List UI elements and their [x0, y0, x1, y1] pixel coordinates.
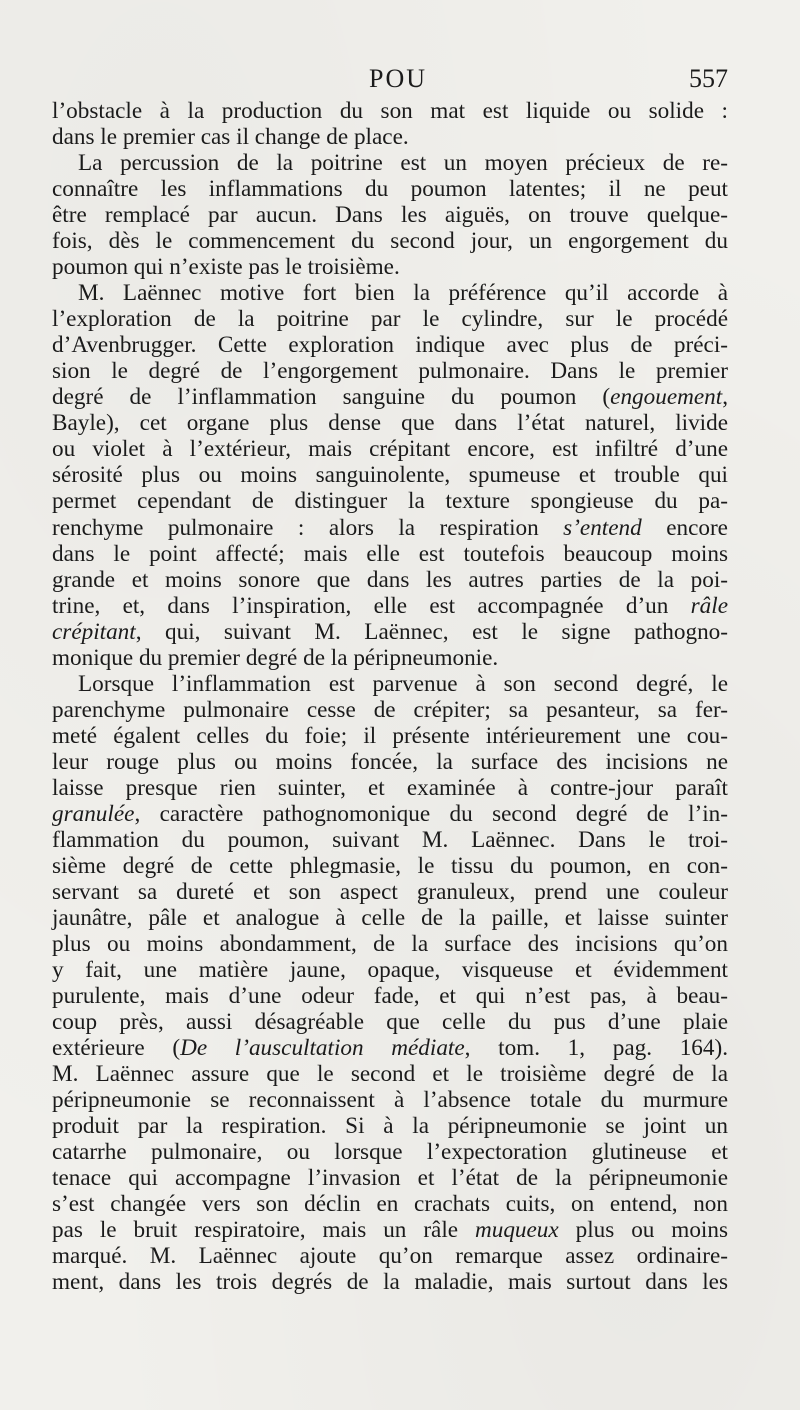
- text-line: [52, 567, 728, 593]
- text-segment: encore: [641, 514, 728, 541]
- text-line: [52, 202, 728, 228]
- text-segment: sion le degré de l’engorgement pulmonaire. Dans le premier: [52, 358, 728, 385]
- text-segment: dans le point affecté; mais elle est toutefois beaucoup moins: [52, 540, 728, 567]
- text-line: [52, 384, 728, 410]
- text-line: [52, 306, 728, 332]
- text-segment: d’Avenbrugger. Cette exploration indique avec plus de préci-: [52, 332, 728, 359]
- text-line: [52, 1217, 728, 1243]
- text-segment: catarrhe pulmonaire, ou lorsque l’expectoration glutineuse et: [52, 1139, 728, 1166]
- page-number: 557: [689, 64, 728, 93]
- text-segment: ou violet à l’extérieur, mais crépitant encore, est infiltré d’une: [52, 436, 728, 463]
- text-line: [52, 1009, 728, 1035]
- text-line: [52, 124, 728, 150]
- text-line: [52, 358, 728, 384]
- text-segment: renchyme pulmonaire : alors la respiration: [52, 514, 564, 541]
- italic-text: muqueux: [474, 1217, 559, 1244]
- text-line: [52, 1191, 728, 1217]
- text-line: [52, 801, 728, 827]
- text-segment: jaunâtre, pâle et analogue à celle de la paille, et laisse suinter: [52, 904, 728, 931]
- text-segment: trine, et, dans l’inspiration, elle est accompagnée d’un: [52, 592, 691, 619]
- text-segment: servant sa dureté et son aspect granuleux, prend une couleur: [52, 878, 728, 905]
- text-line: [52, 697, 728, 723]
- text-line: [52, 280, 728, 306]
- text-segment: M. Laënnec assure que le second et le troisième degré de la: [52, 1061, 728, 1088]
- text-line: [52, 593, 728, 619]
- text-line: [52, 228, 728, 254]
- text-segment: parenchyme pulmonaire cesse de crépiter; sa pesanteur, sa fer-: [52, 696, 728, 723]
- text-segment: ment, dans les trois degrés de la maladie, mais surtout dans les: [52, 1269, 728, 1296]
- text-segment: l’exploration de la poitrine par le cylindre, sur le procédé: [52, 306, 728, 333]
- text-line: [52, 1035, 728, 1061]
- text-line: [52, 775, 728, 801]
- text-segment: l’obstacle à la production du son mat est liquide ou solide :: [52, 98, 728, 124]
- text-line: [52, 1139, 728, 1165]
- body-text: [52, 98, 728, 1295]
- italic-text: De l’auscultation médiate: [180, 1035, 465, 1062]
- text-line: [52, 176, 728, 202]
- text-segment: monique du premier degré de la péripneumonie.: [52, 644, 499, 671]
- text-segment: sérosité plus ou moins sanguinolente, spumeuse et trouble qui: [52, 462, 728, 489]
- text-segment: marqué. M. Laënnec ajoute qu’on remarque assez ordinaire-: [52, 1243, 728, 1270]
- text-line: [52, 1269, 728, 1295]
- text-line: [52, 98, 728, 124]
- text-segment: purulente, mais d’une odeur fade, et qui n’est pas, à beau-: [52, 983, 728, 1010]
- text-segment: permet cependant de distinguer la texture spongieuse du pa-: [52, 488, 728, 515]
- text-line: [52, 853, 728, 879]
- italic-text: engouement: [610, 384, 723, 411]
- text-segment: , caractère pathognomonique du second degré de l’in-: [134, 800, 728, 827]
- text-line: [52, 645, 728, 671]
- text-line: [52, 1061, 728, 1087]
- text-segment: Bayle), cet organe plus dense que dans l’état naturel, livide: [52, 410, 728, 437]
- text-line: [52, 150, 728, 176]
- text-segment: grande et moins sonore que dans les autres parties de la poi-: [52, 566, 728, 593]
- text-segment: La percussion de la poitrine est un moyen précieux de re-: [78, 150, 728, 177]
- text-segment: y fait, une matière jaune, opaque, visqueuse et évidemment: [52, 957, 728, 984]
- text-segment: fois, dès le commencement du second jour, un engorgement du: [52, 228, 728, 255]
- text-line: [52, 1165, 728, 1191]
- text-line: [52, 983, 728, 1009]
- text-segment: ,: [722, 384, 728, 411]
- text-line: [52, 515, 728, 541]
- text-segment: sième degré de cette phlegmasie, le tissu du poumon, en con-: [52, 852, 728, 879]
- text-segment: extérieure (: [52, 1035, 181, 1062]
- italic-text: s’entend: [563, 514, 642, 541]
- text-segment: produit par la respiration. Si à la péripneumonie se joint un: [52, 1113, 728, 1140]
- text-line: [52, 254, 728, 280]
- text-segment: leur rouge plus ou moins foncée, la surface des incisions ne: [52, 748, 728, 775]
- text-segment: flammation du poumon, suivant M. Laënnec. Dans le troi-: [52, 826, 728, 853]
- text-line: [52, 1243, 728, 1269]
- text-segment: plus ou moins abondamment, de la surface des incisions qu’on: [52, 931, 728, 957]
- text-segment: meté égalent celles du foie; il présente intérieurement une cou-: [52, 722, 728, 749]
- text-line: [52, 541, 728, 567]
- text-segment: plus ou moins: [558, 1217, 728, 1244]
- text-line: [52, 957, 728, 983]
- text-line: [52, 488, 728, 514]
- italic-text: granulée: [52, 800, 135, 827]
- text-line: [52, 749, 728, 775]
- text-segment: Lorsque l’inflammation est parvenue à son second degré, le: [78, 670, 728, 697]
- text-segment: degré de l’inflammation sanguine du poumon (: [52, 384, 611, 411]
- text-segment: être remplacé par aucun. Dans les aiguës, on trouve quelque-: [52, 202, 728, 229]
- text-line: [52, 619, 728, 645]
- text-line: [52, 1113, 728, 1139]
- text-line: [52, 671, 728, 697]
- text-segment: poumon qui n’existe pas le troisième.: [52, 254, 400, 281]
- text-line: [52, 723, 728, 749]
- text-segment: M. Laënnec motive fort bien la préférence qu’il accorde à: [78, 280, 728, 307]
- text-segment: , qui, suivant M. Laënnec, est le signe pathogno-: [135, 618, 728, 645]
- italic-text: crépitant: [52, 618, 136, 645]
- text-line: [52, 879, 728, 905]
- text-line: [52, 436, 728, 462]
- text-line: [52, 931, 728, 957]
- text-line: [52, 462, 728, 488]
- text-segment: dans le premier cas il change de place.: [52, 124, 409, 151]
- text-line: [52, 410, 728, 436]
- italic-text: râle: [690, 592, 728, 619]
- text-line: [52, 332, 728, 358]
- text-segment: pas le bruit respiratoire, mais un râle: [52, 1217, 475, 1244]
- text-segment: laisse presque rien suinter, et examinée à contre-jour paraît: [52, 774, 728, 801]
- text-segment: péripneumonie se reconnaissent à l’absence totale du murmure: [52, 1087, 728, 1114]
- text-segment: tenace qui accompagne l’invasion et l’état de la péripneumonie: [52, 1165, 728, 1192]
- text-segment: connaître les inflammations du poumon latentes; il ne peut: [52, 176, 728, 203]
- text-line: [52, 905, 728, 931]
- text-segment: , tom. 1, pag. 164).: [464, 1035, 728, 1062]
- text-segment: coup près, aussi désagréable que celle du pus d’une plaie: [52, 1009, 728, 1036]
- text-line: [52, 1087, 728, 1113]
- text-segment: s’est changée vers son déclin en crachats cuits, on entend, non: [52, 1191, 728, 1218]
- running-title: POU: [368, 64, 427, 93]
- text-line: [52, 827, 728, 853]
- running-head: [52, 64, 744, 94]
